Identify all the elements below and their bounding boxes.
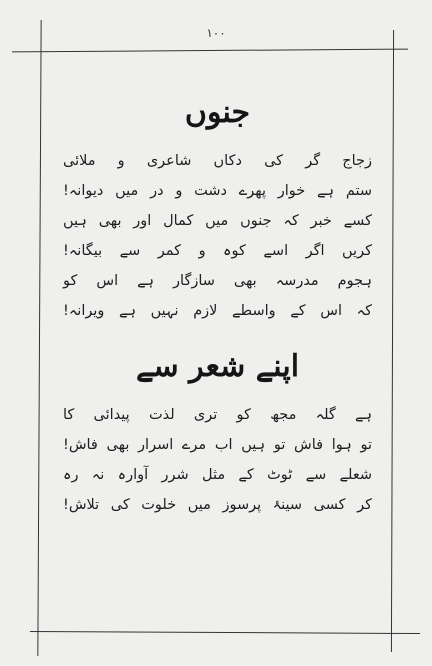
verse-line: کسے خبر کہ جنوں میں کمال اور بھی ہیں [63, 213, 372, 229]
frame-left-rule [37, 20, 41, 656]
verse-line: ہجوم مدرسہ بھی سازگار ہے اس کو [63, 273, 372, 289]
verse-line: شعلے سے ٹوٹ کے مثل شرر آوارہ نہ رہ [63, 467, 372, 483]
verse-line: ستم ہے خوار پھرے دشت و در میں دیوانہ! [63, 183, 372, 199]
verse-line: کہ اس کے واسطے لازم نہیں ہے ویرانہ! [63, 303, 372, 319]
frame-top-rule [12, 49, 408, 53]
frame-bottom-rule [30, 631, 420, 634]
verse-line: ہے گلہ مجھ کو تری لذت پیدائی کا [63, 407, 372, 423]
verse-line: تو ہوا فاش تو ہیں اب مرے اسرار بھی فاش! [63, 437, 372, 453]
verse-line: کر کسی سینۂ پرسوز میں خلوت کی تلاش! [63, 497, 372, 513]
poem-title: اپنے شعر سے [135, 349, 300, 384]
page-number: ۱۰۰ [206, 26, 226, 40]
frame-right-rule [391, 30, 394, 652]
poem-content [55, 80, 380, 520]
poem-title: جنوں [184, 95, 251, 130]
verse-line: زجاج گر کی دکاں شاعری و ملائی [63, 153, 372, 169]
verse-line: کریں اگر اسے کوہ و کمر سے بیگانہ! [63, 243, 372, 259]
